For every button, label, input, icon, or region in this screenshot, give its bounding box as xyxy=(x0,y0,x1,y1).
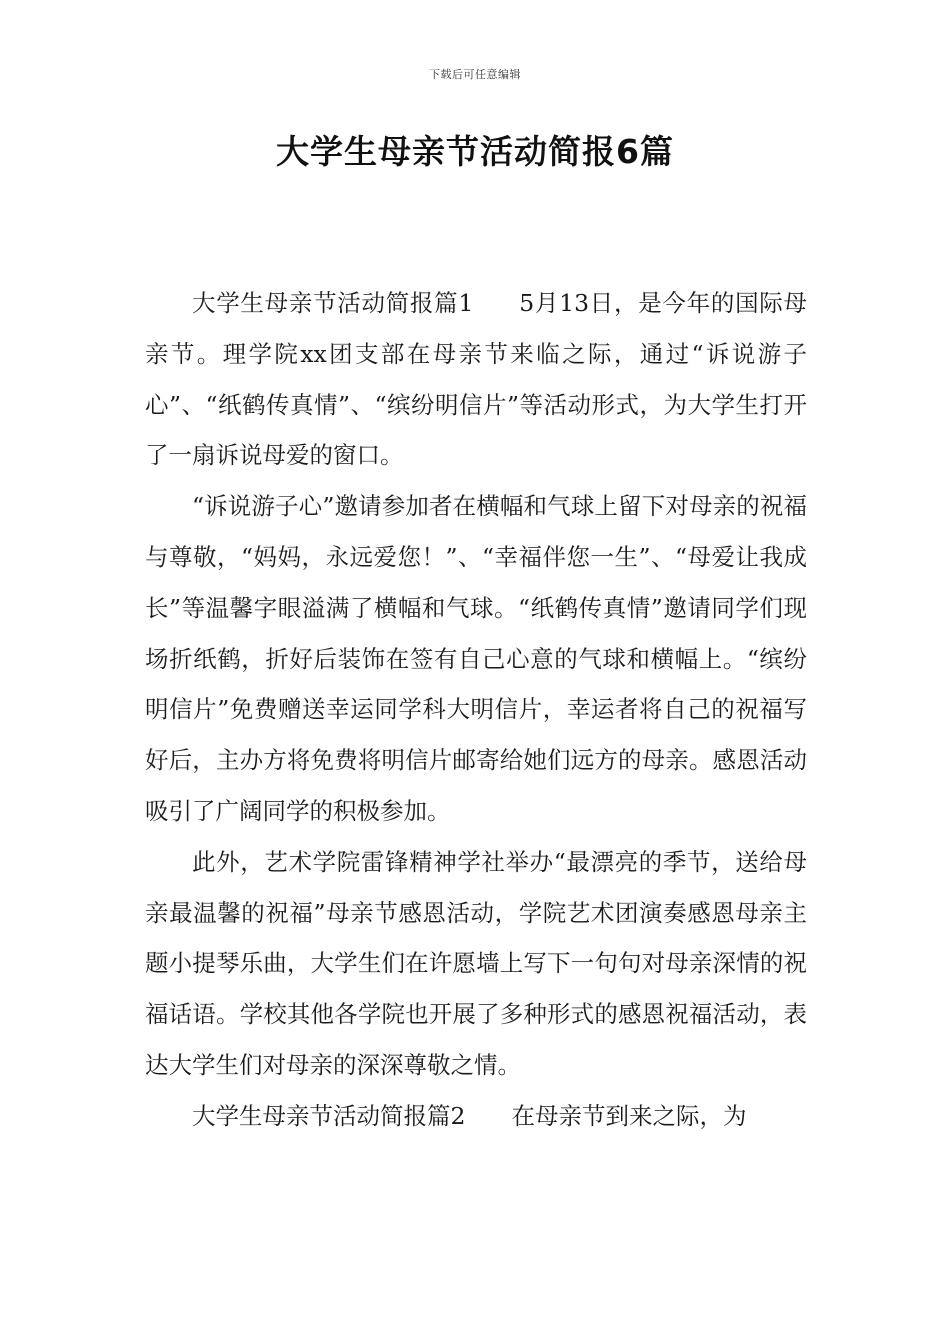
section-heading-1: 大学生母亲节活动简报篇1 xyxy=(192,289,474,317)
paragraph-text-3: 此外，艺术学院雷锋精神学社举办“最漂亮的季节，送给母亲最温馨的祝福”母亲节感恩活动，学院艺术团演奏感恩母亲主题小提琴乐曲，大学生们在许愿墙上写下一句句对母亲深情的祝福话语。学校其他各学院也开展了多种形式的感恩祝福活动，表达大学生们对母亲的深深尊敬之情。 xyxy=(145,847,807,1079)
paragraph-2 xyxy=(145,481,807,837)
paragraph-4 xyxy=(145,1091,807,1142)
header-note: 下载后可任意编辑 xyxy=(429,68,521,81)
paragraph-1 xyxy=(145,278,807,481)
section-heading-2: 大学生母亲节活动简报篇2 xyxy=(192,1101,466,1130)
paragraph-text-2: “诉说游子心”邀请参加者在横幅和气球上留下对母亲的祝福与尊敬，“妈妈，永远爱您！”、“幸福伴您一生”、“母爱让我成长”等温馨字眼溢满了横幅和气球。“纸鹤传真情”邀请同学们现场折纸鹤，折好后装饰在签有自己心意的气球和横幅上。“缤纷明信片”免费赠送幸运同学科大明信片，幸运者将自己的祝福写好后，主办方将免费将明信片邮寄给她们远方的母亲。感恩活动吸引了广阔同学的积极参加。 xyxy=(145,492,807,825)
paragraph-text-4: 在母亲节到来之际，为 xyxy=(511,1101,747,1130)
document-body xyxy=(145,278,807,1142)
paragraph-text-1: 5月13日，是今年的国际母亲节。理学院xx团支部在母亲节来临之际，通过“诉说游子心”、“纸鹤传真情”、“缤纷明信片”等活动形式，为大学生打开了一扇诉说母爱的窗口。 xyxy=(145,289,807,470)
paragraph-3 xyxy=(145,837,807,1091)
document-title: 大学生母亲节活动简报6篇 xyxy=(276,132,674,171)
